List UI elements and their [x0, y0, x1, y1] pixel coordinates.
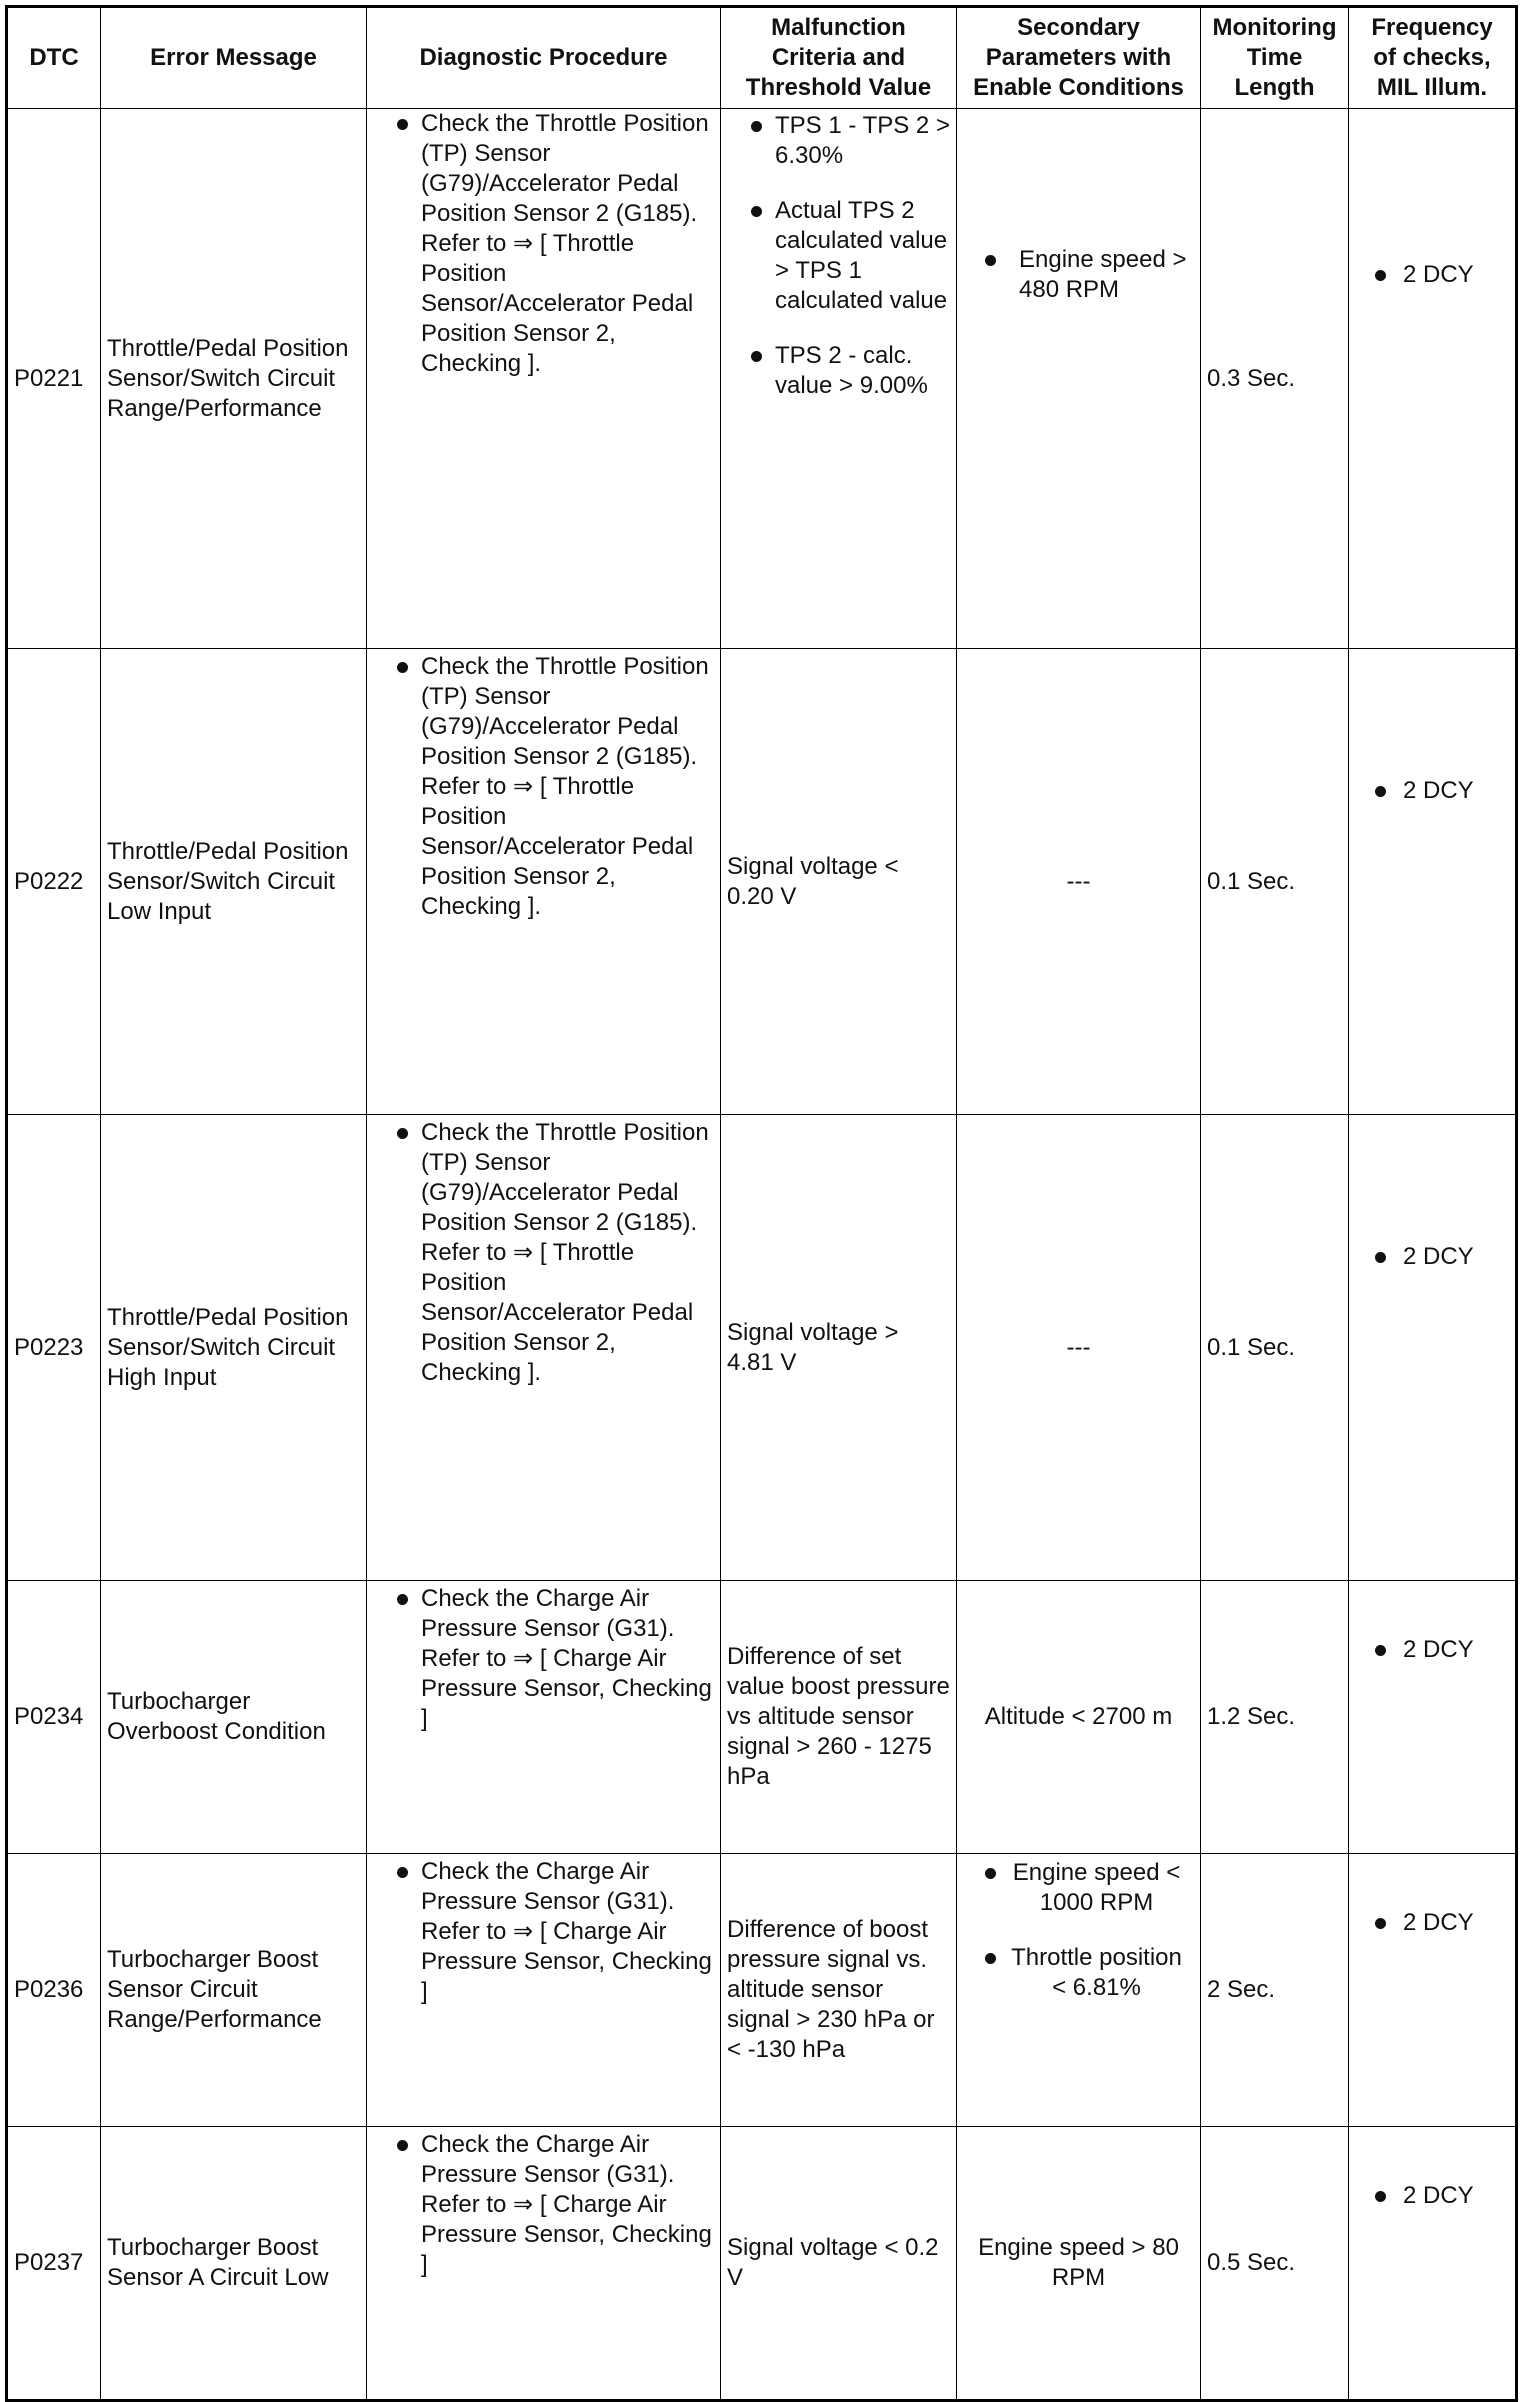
frequency-item: 2 DCY [1355, 1242, 1509, 1272]
error-message: Throttle/Pedal Position Sensor/Switch Circuit Low Input [101, 649, 367, 1115]
procedure-item: Check the Throttle Position (TP) Sensor (G79)/Accelerator Pedal Position Sensor 2 (G185). Refer to ⇒ [ Throttle Position Sensor/Accelerator Pedal Position Sensor 2, Checking ]. [373, 109, 714, 379]
procedure-item: Check the Charge Air Pressure Sensor (G31). Refer to ⇒ [ Charge Air Pressure Sensor, Checking ] [373, 1584, 714, 1734]
error-message: Throttle/Pedal Position Sensor/Switch Circuit Range/Performance [101, 109, 367, 649]
frequency [1349, 649, 1517, 1115]
secondary-parameters [957, 109, 1201, 649]
criteria-item: Actual TPS 2 calculated value > TPS 1 calculated value [727, 196, 950, 316]
malfunction-criteria: Difference of boost pressure signal vs. altitude sensor signal > 230 hPa or < -130 hPa [721, 1854, 957, 2127]
frequency-item: 2 DCY [1355, 1635, 1509, 1665]
secondary-parameters: Engine speed > 80 RPM [957, 2127, 1201, 2401]
procedure-item: Check the Throttle Position (TP) Sensor (G79)/Accelerator Pedal Position Sensor 2 (G185). Refer to ⇒ [ Throttle Position Sensor/Accelerator Pedal Position Sensor 2, Checking ]. [373, 652, 714, 922]
header-monitoring-time: Monitoring Time Length [1201, 7, 1349, 109]
dtc-table-page [5, 5, 1515, 2402]
dtc-table [5, 5, 1518, 2402]
error-message: Turbocharger Overboost Condition [101, 1581, 367, 1854]
secondary-parameters: Altitude < 2700 m [957, 1581, 1201, 1854]
secondary-parameters: --- [957, 1115, 1201, 1581]
dtc-code: P0221 [7, 109, 101, 649]
malfunction-criteria: Signal voltage < 0.20 V [721, 649, 957, 1115]
frequency-item: 2 DCY [1355, 260, 1509, 290]
header-dtc: DTC [7, 7, 101, 109]
frequency-item: 2 DCY [1355, 2181, 1509, 2211]
table-row [7, 2127, 1517, 2401]
frequency-item: 2 DCY [1355, 776, 1509, 806]
table-row [7, 1581, 1517, 1854]
error-message: Turbocharger Boost Sensor Circuit Range/Performance [101, 1854, 367, 2127]
procedure-item: Check the Throttle Position (TP) Sensor (G79)/Accelerator Pedal Position Sensor 2 (G185). Refer to ⇒ [ Throttle Position Sensor/Accelerator Pedal Position Sensor 2, Checking ]. [373, 1118, 714, 1388]
header-row [7, 7, 1517, 109]
table-row [7, 109, 1517, 649]
dtc-code: P0237 [7, 2127, 101, 2401]
malfunction-criteria: Difference of set value boost pressure vs altitude sensor signal > 260 - 1275 hPa [721, 1581, 957, 1854]
diagnostic-procedure [367, 1581, 721, 1854]
diagnostic-procedure [367, 649, 721, 1115]
frequency [1349, 109, 1517, 649]
dtc-code: P0222 [7, 649, 101, 1115]
malfunction-criteria [721, 109, 957, 649]
secondary-item: Throttle position < 6.81% [963, 1943, 1194, 2003]
frequency [1349, 1854, 1517, 2127]
table-row [7, 649, 1517, 1115]
dtc-code: P0236 [7, 1854, 101, 2127]
monitoring-time: 0.3 Sec. [1201, 109, 1349, 649]
monitoring-time: 2 Sec. [1201, 1854, 1349, 2127]
table-row [7, 1115, 1517, 1581]
error-message: Turbocharger Boost Sensor A Circuit Low [101, 2127, 367, 2401]
malfunction-criteria: Signal voltage > 4.81 V [721, 1115, 957, 1581]
monitoring-time: 1.2 Sec. [1201, 1581, 1349, 1854]
secondary-item: Engine speed > 480 RPM [963, 245, 1194, 305]
header-frequency: Frequency of checks, MIL Illum. [1349, 7, 1517, 109]
diagnostic-procedure [367, 1115, 721, 1581]
header-error-message: Error Message [101, 7, 367, 109]
monitoring-time: 0.1 Sec. [1201, 649, 1349, 1115]
diagnostic-procedure [367, 2127, 721, 2401]
table-row [7, 1854, 1517, 2127]
header-malfunction-criteria: Malfunction Criteria and Threshold Value [721, 7, 957, 109]
secondary-item: Engine speed < 1000 RPM [963, 1858, 1194, 1918]
monitoring-time: 0.5 Sec. [1201, 2127, 1349, 2401]
diagnostic-procedure [367, 1854, 721, 2127]
frequency [1349, 1581, 1517, 1854]
error-message: Throttle/Pedal Position Sensor/Switch Circuit High Input [101, 1115, 367, 1581]
criteria-item: TPS 2 - calc. value > 9.00% [727, 341, 950, 401]
criteria-item: TPS 1 - TPS 2 > 6.30% [727, 111, 950, 171]
diagnostic-procedure [367, 109, 721, 649]
dtc-code: P0223 [7, 1115, 101, 1581]
procedure-item: Check the Charge Air Pressure Sensor (G31). Refer to ⇒ [ Charge Air Pressure Sensor, Checking ] [373, 2130, 714, 2280]
header-diagnostic-procedure: Diagnostic Procedure [367, 7, 721, 109]
dtc-code: P0234 [7, 1581, 101, 1854]
secondary-parameters [957, 1854, 1201, 2127]
frequency-item: 2 DCY [1355, 1908, 1509, 1938]
frequency [1349, 1115, 1517, 1581]
frequency [1349, 2127, 1517, 2401]
malfunction-criteria: Signal voltage < 0.2 V [721, 2127, 957, 2401]
procedure-item: Check the Charge Air Pressure Sensor (G31). Refer to ⇒ [ Charge Air Pressure Sensor, Checking ] [373, 1857, 714, 2007]
header-secondary-parameters: Secondary Parameters with Enable Conditions [957, 7, 1201, 109]
monitoring-time: 0.1 Sec. [1201, 1115, 1349, 1581]
secondary-parameters: --- [957, 649, 1201, 1115]
